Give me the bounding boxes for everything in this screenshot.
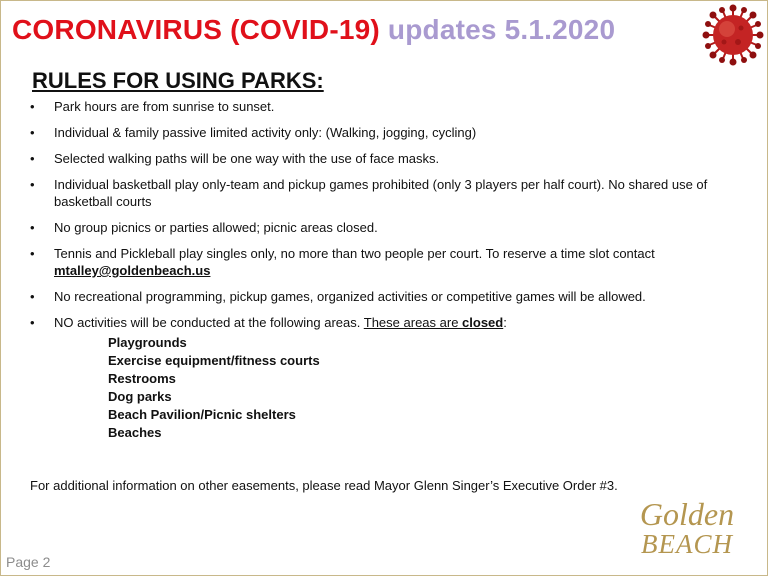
rule-item [26,98,726,115]
bullet: • [30,220,35,235]
footer-note: For additional information on other easements, please read Mayor Glenn Singer’s Executive Order #3. [30,478,618,493]
bullet: • [30,289,35,304]
rule-text: No group picnics or parties allowed; picnic areas closed. [54,220,378,235]
rule-item [26,176,726,210]
rules-list [26,98,726,451]
closed-area: Dog parks [108,389,172,404]
bullet: • [30,125,35,140]
rule-item [26,245,726,279]
closed-word: closed [462,315,504,330]
rule-text: Individual basketball play only-team and pickup games prohibited (only 3 players per half court). No shared use of basketball courts [54,177,708,209]
closed-areas-list [54,334,726,442]
closed-area: Beaches [108,425,162,440]
bullet: • [30,315,35,330]
closed-area: Restrooms [108,371,176,386]
bullet: • [30,151,35,166]
closed-colon: : [503,315,507,330]
rule-text: Selected walking paths will be one way with the use of face masks. [54,151,440,166]
rule-text: Park hours are from sunrise to sunset. [54,99,275,114]
rule-text: Individual & family passive limited activity only: (Walking, jogging, cycling) [54,125,477,140]
rule-item [26,314,726,442]
bullet: • [30,177,35,192]
closed-note [364,315,503,330]
closed-note-text: These areas are [363,315,463,330]
section-heading: RULES FOR USING PARKS: [32,68,324,93]
closed-area: Beach Pavilion/Picnic shelters [108,407,296,422]
closed-area: Exercise equipment/fitness courts [108,353,320,368]
title-date: updates 5.1.2020 [387,14,616,45]
virus-icon [700,2,766,68]
rule-text: Tennis and Pickleball play singles only, no more than two people per court. To reserve a time slot contact [54,246,655,261]
rule-text: No recreational programming, pickup games, organized activities or competitive games will be allowed. [54,289,646,304]
rule-item [26,124,726,141]
page-title [12,14,615,46]
rule-item [26,219,726,236]
golden-beach-logo [622,498,752,560]
logo-line-1: Golden [639,496,735,532]
bullet: • [30,99,35,114]
email-link[interactable]: mtalley@goldenbeach.us [54,263,211,278]
title-main: CORONAVIRUS (COVID-19) [12,14,380,45]
logo-line-2: BEACH [641,529,733,559]
closed-area: Playgrounds [108,335,187,350]
rule-item [26,150,726,167]
bullet: • [30,246,35,261]
rule-text: NO activities will be conducted at the following areas. [54,315,364,330]
page-number: Page 2 [6,554,51,570]
rule-item [26,288,726,305]
